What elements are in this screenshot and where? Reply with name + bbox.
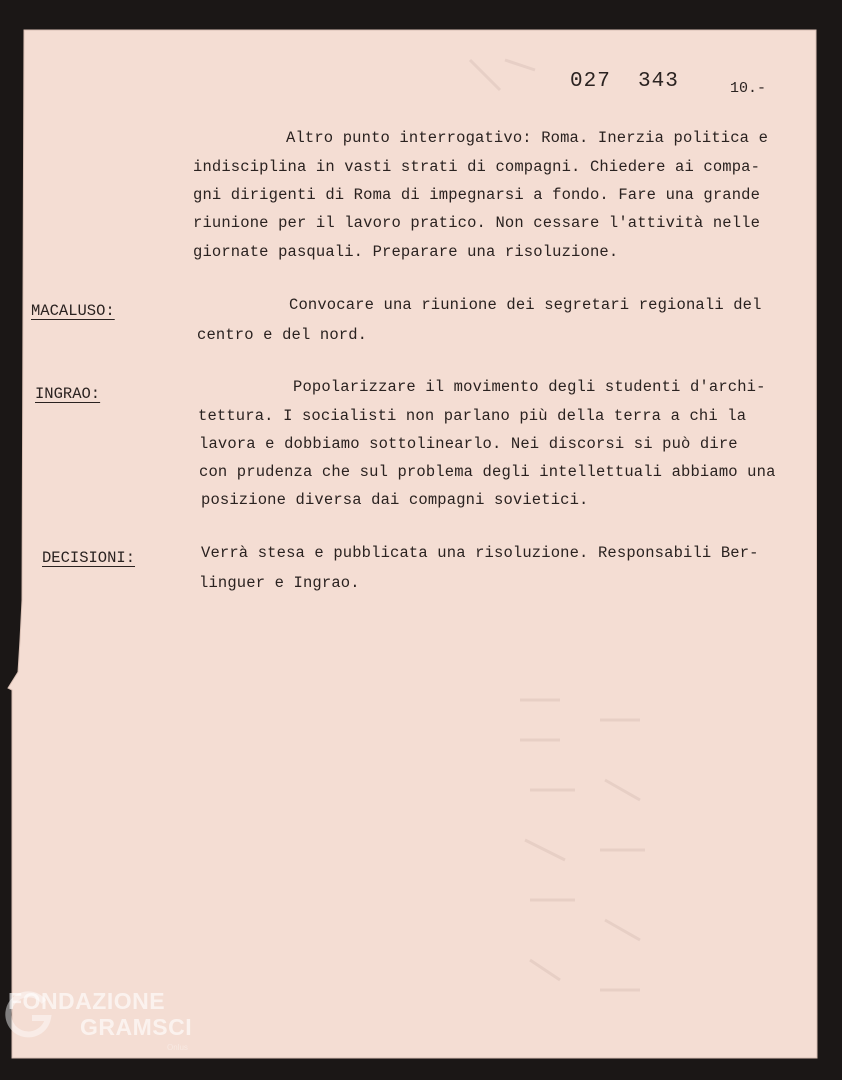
speaker-text-line: Popolarizzare il movimento degli studenti d'archi-	[293, 378, 766, 396]
speaker-text-line: Convocare una riunione dei segretari regionali del	[289, 296, 762, 314]
speaker-label-ingrao: INGRAO:	[35, 385, 101, 403]
intro-line: indisciplina in vasti strati di compagni. Chiedere ai compa-	[193, 158, 761, 176]
speaker-label-decisioni: DECISIONI:	[42, 549, 136, 567]
intro-line: giornate pasquali. Preparare una risoluzione.	[193, 243, 619, 261]
speaker-text-line: posizione diversa dai compagni sovietici.	[201, 491, 589, 509]
speaker-text-line: tettura. I socialisti non parlano più della terra a chi la	[198, 407, 747, 425]
speaker-text-line: con prudenza che sul problema degli intellettuali abbiamo una	[199, 463, 776, 481]
watermark-line2: GRAMSCI	[80, 1014, 193, 1040]
intro-line: gni dirigenti di Roma di impegnarsi a fondo. Fare una grande	[193, 186, 761, 204]
speaker-text-line: centro e del nord.	[197, 326, 368, 344]
intro-line: riunione per il lavoro pratico. Non cessare l'attività nelle	[193, 214, 761, 232]
fondazione-gramsci-watermark	[4, 988, 214, 1068]
watermark-line1: FONDAZIONE	[8, 988, 166, 1014]
archive-number: 027 343	[570, 70, 679, 93]
speaker-text-line: linguer e Ingrao.	[199, 574, 360, 592]
watermark-small: Onlus	[167, 1043, 188, 1052]
intro-line: Altro punto interrogativo: Roma. Inerzia politica e	[286, 129, 769, 147]
speaker-text-line: lavora e dobbiamo sottolinearlo. Nei discorsi si può dire	[199, 435, 738, 453]
speaker-label-macaluso: MACALUSO:	[31, 302, 115, 320]
page-number: 10.-	[730, 80, 767, 97]
speaker-text-line: Verrà stesa e pubblicata una risoluzione. Responsabili Ber-	[201, 544, 759, 562]
